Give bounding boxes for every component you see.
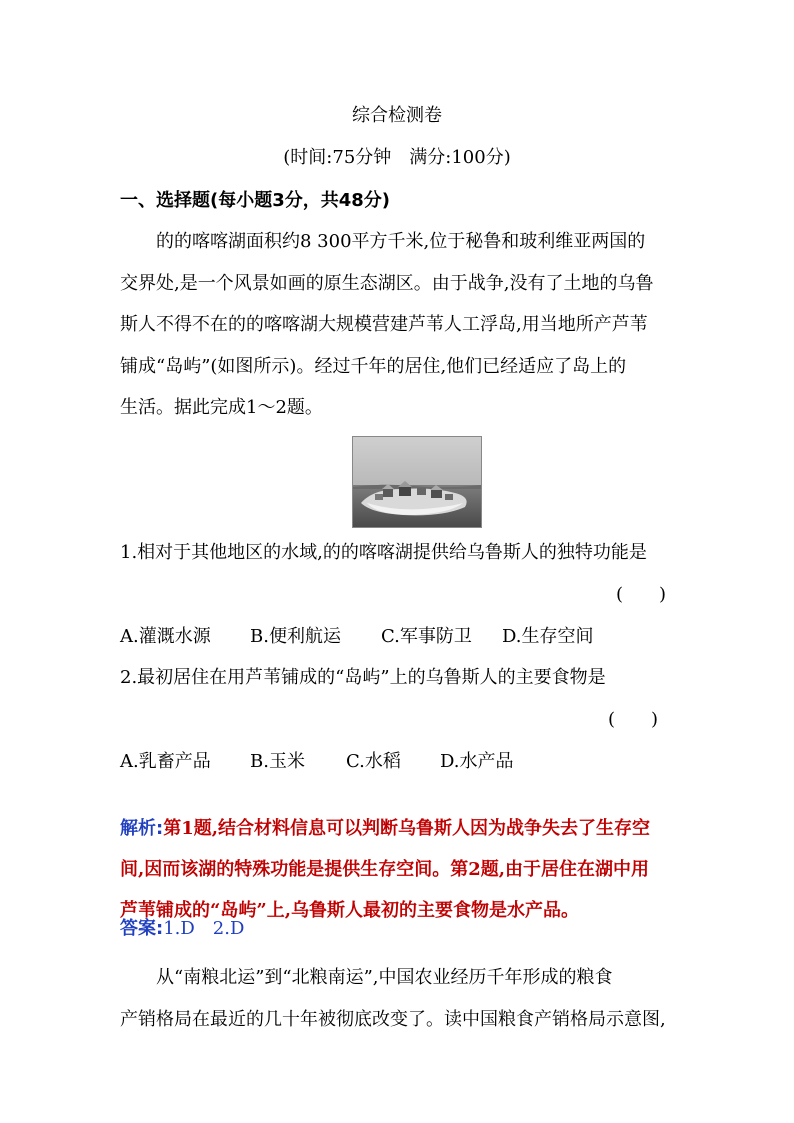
passage-line: 交界处,是一个风景如画的原生态湖区。由于战争,没有了土地的乌鲁 — [120, 272, 654, 294]
answer-label: 答案: — [120, 918, 164, 939]
page-title: 综合检测卷 — [352, 105, 442, 126]
question-2-option-a: A.乳畜产品 — [120, 751, 211, 772]
passage-line: 的的喀喀湖面积约8 300平方千米,位于秘鲁和玻利维亚两国的 — [156, 231, 646, 252]
question-2-option-b: B.玉米 — [250, 751, 305, 772]
passage-line: 生活。据此完成1～2题。 — [120, 397, 323, 418]
passage-line: 产销格局在最近的几十年被彻底改变了。读中国粮食产销格局示意图, — [120, 1008, 666, 1030]
question-1-option-c: C.军事防卫 — [381, 626, 472, 647]
analysis-line: 芦苇铺成的“岛屿”上,乌鲁斯人最初的主要食物是水产品。 — [120, 900, 579, 921]
question-2-option-d: D.水产品 — [440, 751, 514, 772]
question-1-option-b: B.便利航运 — [250, 626, 341, 647]
question-2-answer-bracket: ( ) — [608, 709, 659, 730]
analysis-line: 第1题,结合材料信息可以判断乌鲁斯人因为战争失去了生存空 — [163, 818, 650, 839]
passage-line: 从“南粮北运”到“北粮南运”,中国农业经历千年形成的粮食 — [156, 967, 613, 988]
question-1-stem: 1.相对于其他地区的水域,的的喀喀湖提供给乌鲁斯人的独特功能是 — [120, 542, 647, 563]
analysis-label: 解析: — [120, 818, 164, 839]
question-1-option-a: A.灌溉水源 — [120, 626, 211, 647]
floating-island-photo — [352, 436, 482, 528]
answer-value: 1.D 2.D — [163, 918, 245, 939]
question-2-option-c: C.水稻 — [346, 751, 401, 772]
section-heading: 一、选择题(每小题3分，共48分) — [120, 190, 391, 211]
question-2-stem: 2.最初居住在用芦苇铺成的“岛屿”上的乌鲁斯人的主要食物是 — [120, 667, 606, 688]
question-1-answer-bracket: ( ) — [616, 584, 667, 605]
passage-line: 斯人不得不在的的喀喀湖大规模营建芦苇人工浮岛,用当地所产芦苇 — [120, 314, 648, 335]
passage-line: 铺成“岛屿”(如图所示)。经过千年的居住,他们已经适应了岛上的 — [120, 355, 627, 377]
passage-2 — [120, 957, 680, 1040]
question-1-option-d: D.生存空间 — [502, 626, 594, 647]
exam-time-score: (时间:75分钟 满分:100分) — [283, 147, 511, 168]
passage-1 — [120, 221, 680, 429]
answer-block — [120, 917, 244, 941]
analysis-line: 间,因而该湖的特殊功能是提供生存空间。第2题,由于居住在湖中用 — [120, 859, 650, 880]
